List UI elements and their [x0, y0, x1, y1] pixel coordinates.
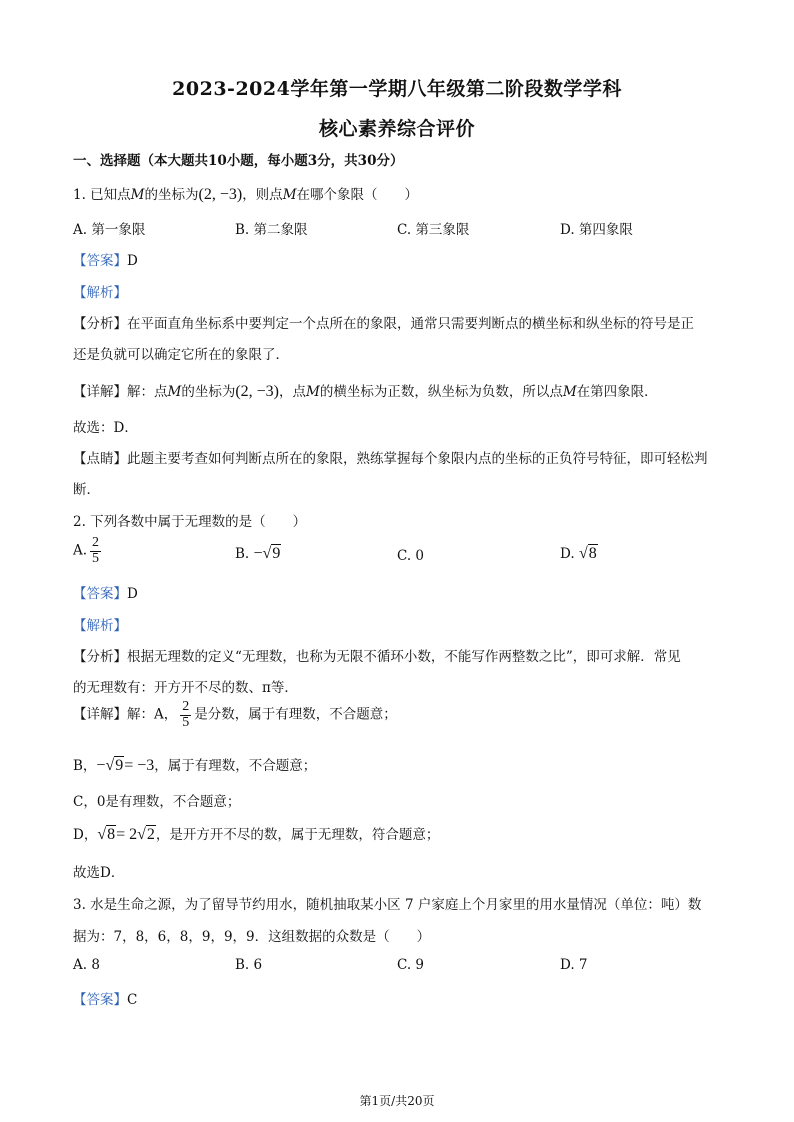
sqrt-symbol: √: [262, 545, 272, 562]
q2-fenxi-text: 根据无理数的定义“无理数，也称为无限不循环小数，不能写作两整数之比”，即可求解．常见: [127, 649, 681, 665]
q1-var: M: [562, 384, 577, 400]
q1-conclusion: 故选：D．: [73, 420, 138, 436]
q1-option-c: C. 第三象限: [397, 222, 470, 238]
q3-answer-value: C: [127, 992, 138, 1008]
neg-sqrt-9: [96, 757, 154, 774]
q2-option-label: A.: [73, 542, 88, 559]
q1-stem-text: 在哪个象限（ ）: [296, 187, 419, 203]
q2-option-label: B.: [235, 546, 250, 562]
sqrt-symbol: √: [578, 545, 588, 562]
q1-detail-text: 在第四象限．: [576, 384, 658, 400]
section-heading: 一、选择题（本大题共10小题，每小题3分，共30分）: [73, 153, 404, 169]
sqrt-symbol: √: [137, 826, 146, 843]
q3-option-b: B. 6: [235, 957, 263, 973]
q2-detail-c: C，0是有理数，不合题意；: [73, 794, 241, 810]
fraction-numerator: 2: [92, 535, 100, 550]
radicand: 8: [588, 545, 597, 562]
q1-detail-text: 的坐标为: [181, 384, 236, 400]
fraction-denominator: 5: [182, 714, 190, 730]
q1-detail-text: 的横坐标为正数，纵坐标为负数，所以点: [319, 384, 563, 400]
q3-stem-line2: 据为：7，8，6，8，9，9，9．这组数据的众数是（ ）: [73, 929, 431, 945]
fraction: [180, 700, 191, 730]
fenxi-label: 【分析】: [73, 316, 127, 332]
minus-sign: −: [253, 545, 263, 562]
q2-stem: 2. 下列各数中属于无理数的是（ ）: [73, 514, 307, 530]
answer-label: 【答案】: [73, 586, 127, 602]
q2-detail-text: D，: [73, 827, 98, 843]
q1-detail-coord: (2, −3): [235, 383, 280, 400]
q1-answer: [73, 249, 138, 269]
q2-detail-text: ，是开方开不尽的数，属于无理数，符合题意；: [155, 827, 440, 843]
q2-fenxi-line2: 的无理数有：开方开不尽的数、π等．: [73, 680, 298, 696]
q2-detail-text: ，属于有理数，不合题意；: [154, 758, 317, 774]
q2-option-b: [235, 545, 281, 563]
q1-detail-text: 解：点: [127, 384, 168, 400]
q1-stem-text: 的坐标为: [144, 187, 199, 203]
q2-analysis-label: 【解析】: [73, 618, 127, 634]
q1-dianjing-line1: [73, 447, 708, 467]
radicand: 8: [107, 826, 116, 843]
q1-fenxi-text: 在平面直角坐标系中要判定一个点所在的象限，通常只需要判断点的横坐标和纵坐标的符号是正: [127, 316, 694, 332]
fraction-denominator: 5: [92, 550, 100, 566]
q1-option-b: B. 第二象限: [235, 222, 308, 238]
radicand: 9: [115, 757, 124, 774]
q2-option-d: [560, 545, 598, 563]
radicand: 2: [146, 826, 155, 843]
q1-option-d: D. 第四象限: [560, 222, 633, 238]
q1-var: M: [167, 384, 182, 400]
q1-var: M: [282, 187, 297, 203]
q2-fenxi-line1: [73, 645, 681, 665]
sqrt-symbol: √: [105, 757, 115, 774]
document-title-line2: 核心素养综合评价: [318, 118, 475, 140]
document-title-line1: 2023-2024学年第一学期八年级第二阶段数学学科: [172, 78, 622, 100]
q2-option-label: D.: [560, 546, 575, 562]
q1-dianjing-line2: 断．: [73, 482, 100, 498]
equation-rhs: = 2: [116, 826, 138, 843]
q1-fenxi-line1: [73, 312, 694, 332]
fraction-numerator: 2: [182, 699, 190, 714]
minus-sign: −: [96, 757, 106, 774]
q1-stem-text: 1. 已知点: [73, 187, 131, 203]
q1-detail: [73, 380, 658, 401]
q2-option-c: C. 0: [397, 548, 425, 564]
xiangjie-label: 【详解】: [73, 706, 127, 723]
q3-stem-line1: 3. 水是生命之源，为了留导节约用水，随机抽取某小区 7 户家庭上个月家里的用水量情况（单位：吨）数: [73, 897, 702, 913]
q2-detail-b: [73, 754, 316, 775]
q2-conclusion: 故选D．: [73, 865, 125, 881]
q2-detail-text: 解：A，: [127, 706, 178, 723]
q1-var: M: [306, 384, 320, 400]
sqrt-symbol: √: [97, 826, 107, 843]
q1-detail-text: ，点: [279, 384, 307, 400]
q1-var: M: [130, 187, 145, 203]
q1-stem-text: ，则点: [242, 187, 283, 203]
q3-option-a: A. 8: [73, 957, 100, 973]
sqrt-8: [579, 545, 598, 562]
q2-detail-text: 是分数，属于有理数，不合题意；: [194, 706, 397, 723]
q1-option-a: A. 第一象限: [73, 222, 146, 238]
q2-detail-d: [73, 823, 439, 844]
q1-stem: [73, 183, 418, 204]
answer-label: 【答案】: [73, 253, 127, 269]
q2-detail-a: [73, 700, 397, 730]
q2-answer: [73, 582, 138, 602]
q3-option-d: D. 7: [560, 957, 588, 973]
radicand: 9: [272, 545, 281, 562]
q3-option-c: C. 9: [397, 957, 425, 973]
q2-answer-value: D: [127, 586, 138, 602]
fraction: [90, 536, 101, 566]
xiangjie-label: 【详解】: [73, 384, 127, 400]
q1-coord: (2, −3): [198, 186, 243, 203]
q2-detail-text: B，: [73, 758, 97, 774]
equation-rhs: = −3: [124, 757, 155, 774]
fenxi-label: 【分析】: [73, 649, 127, 665]
q1-fenxi-line2: 还是负就可以确定它所在的象限了．: [73, 347, 289, 363]
dianjing-label: 【点睛】: [73, 451, 127, 467]
neg-sqrt-9: [254, 545, 282, 562]
page-number: 第1页/共20页: [359, 1094, 435, 1108]
answer-label: 【答案】: [73, 992, 127, 1008]
q2-option-a: [73, 536, 104, 566]
sqrt-8-equation: [97, 826, 156, 843]
q3-answer: [73, 988, 137, 1008]
q1-analysis-label: 【解析】: [73, 285, 127, 301]
q1-dianjing-text: 此题主要考查如何判断点所在的象限，熟练掌握每个象限内点的坐标的正负符号特征，即可轻松判: [127, 451, 708, 467]
q1-answer-value: D: [127, 253, 138, 269]
